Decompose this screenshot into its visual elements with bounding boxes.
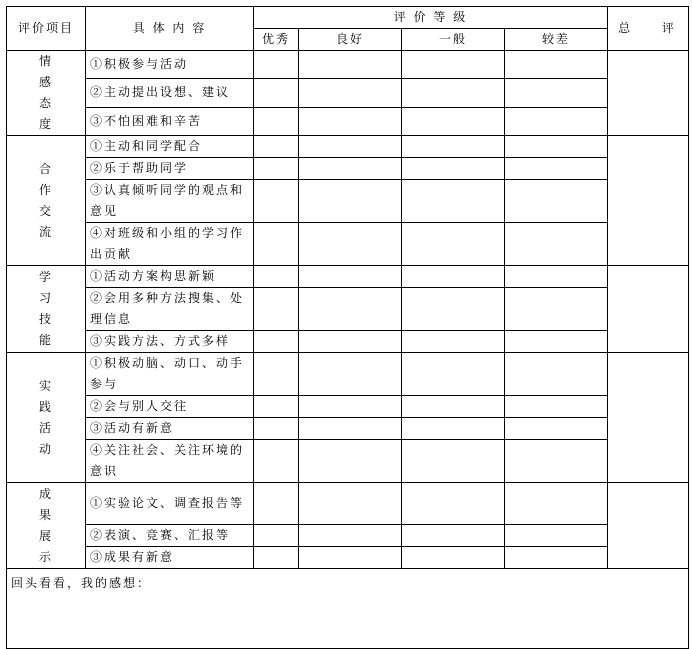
grade-good-cell[interactable] (299, 525, 402, 547)
grade-poor-cell[interactable] (505, 396, 608, 418)
grade-poor-cell[interactable] (505, 547, 608, 569)
grade-good-cell[interactable] (299, 483, 402, 525)
category-char: 作 (38, 182, 53, 197)
grade-good-cell[interactable] (299, 136, 402, 158)
grade-good-cell[interactable] (299, 331, 402, 353)
reflection-row (7, 569, 689, 649)
table-row (7, 288, 689, 331)
criterion-item: ②主动提出设想、建议 (86, 79, 254, 107)
category-char: 践 (38, 399, 53, 414)
grade-excellent-cell[interactable] (254, 331, 299, 353)
category-practice-cell (7, 353, 86, 483)
grade-excellent-cell[interactable] (254, 525, 299, 547)
grade-poor-cell[interactable] (505, 136, 608, 158)
grade-good-cell[interactable] (299, 223, 402, 266)
header-grade-good: 良好 (299, 29, 402, 51)
category-char: 流 (38, 224, 53, 239)
grade-good-cell[interactable] (299, 107, 402, 135)
criterion-item: ②乐于帮助同学 (86, 158, 254, 180)
category-char: 度 (38, 117, 53, 131)
grade-average-cell[interactable] (402, 266, 505, 288)
table-row (7, 525, 689, 547)
category-char: 习 (38, 291, 53, 305)
grade-good-cell[interactable] (299, 440, 402, 483)
category-skills-cell (7, 266, 86, 353)
criterion-item: ②会用多种方法搜集、处理信息 (86, 288, 254, 331)
total-score-cell[interactable] (608, 483, 689, 569)
header-content: 具 体 内 容 (86, 7, 254, 51)
grade-average-cell[interactable] (402, 158, 505, 180)
total-score-cell[interactable] (608, 266, 689, 353)
category-char: 能 (38, 333, 53, 347)
header-grade-poor: 较差 (505, 29, 608, 51)
category-char: 动 (38, 441, 53, 456)
header-rating-levels: 评 价 等 级 (254, 7, 608, 29)
table-row (7, 440, 689, 483)
criterion-item: ②会与别人交往 (86, 396, 254, 418)
grade-poor-cell[interactable] (505, 107, 608, 135)
grade-poor-cell[interactable] (505, 223, 608, 266)
grade-excellent-cell[interactable] (254, 547, 299, 569)
category-char: 成 (38, 486, 53, 501)
criterion-item: ④关注社会、关注环境的意识 (86, 440, 254, 483)
grade-average-cell[interactable] (402, 547, 505, 569)
grade-average-cell[interactable] (402, 107, 505, 135)
grade-excellent-cell[interactable] (254, 180, 299, 223)
category-char: 活 (38, 420, 53, 435)
criterion-item: ④对班级和小组的学习作出贡献 (86, 223, 254, 266)
grade-good-cell[interactable] (299, 51, 402, 79)
table-row (7, 418, 689, 440)
grade-average-cell[interactable] (402, 180, 505, 223)
table-row (7, 547, 689, 569)
grade-excellent-cell[interactable] (254, 440, 299, 483)
grade-poor-cell[interactable] (505, 288, 608, 331)
grade-excellent-cell[interactable] (254, 396, 299, 418)
category-char: 态 (38, 96, 53, 110)
table-row (7, 79, 689, 107)
grade-average-cell[interactable] (402, 440, 505, 483)
grade-excellent-cell[interactable] (254, 483, 299, 525)
grade-average-cell[interactable] (402, 288, 505, 331)
table-row (7, 266, 689, 288)
table-row (7, 353, 689, 396)
grade-average-cell[interactable] (402, 51, 505, 79)
grade-excellent-cell[interactable] (254, 266, 299, 288)
grade-poor-cell[interactable] (505, 158, 608, 180)
category-char: 技 (38, 312, 53, 326)
category-results-cell (7, 483, 86, 569)
evaluation-table (6, 6, 689, 649)
category-char: 实 (38, 378, 53, 393)
grade-excellent-cell[interactable] (254, 51, 299, 79)
grade-average-cell[interactable] (402, 525, 505, 547)
grade-average-cell[interactable] (402, 223, 505, 266)
table-row (7, 51, 689, 79)
table-row (7, 158, 689, 180)
grade-good-cell[interactable] (299, 288, 402, 331)
grade-good-cell[interactable] (299, 353, 402, 396)
category-char: 学 (38, 270, 53, 284)
criterion-item: ③实践方法、方式多样 (86, 331, 254, 353)
criterion-item: ①活动方案构思新颖 (86, 266, 254, 288)
grade-good-cell[interactable] (299, 396, 402, 418)
grade-good-cell[interactable] (299, 547, 402, 569)
grade-average-cell[interactable] (402, 483, 505, 525)
header-grade-average: 一般 (402, 29, 505, 51)
criterion-item: ②表演、竞赛、汇报等 (86, 525, 254, 547)
header-total: 总 评 (608, 7, 689, 51)
total-score-cell[interactable] (608, 353, 689, 483)
grade-excellent-cell[interactable] (254, 223, 299, 266)
grade-poor-cell[interactable] (505, 79, 608, 107)
category-char: 感 (38, 75, 53, 89)
criterion-item: ③认真倾听同学的观点和意见 (86, 180, 254, 223)
grade-good-cell[interactable] (299, 79, 402, 107)
table-row (7, 107, 689, 135)
category-char: 情 (38, 54, 53, 68)
grade-poor-cell[interactable] (505, 418, 608, 440)
grade-average-cell[interactable] (402, 136, 505, 158)
criterion-item: ①积极动脑、动口、动手参与 (86, 353, 254, 396)
grade-poor-cell[interactable] (505, 51, 608, 79)
category-cooperation-cell (7, 136, 86, 266)
grade-excellent-cell[interactable] (254, 418, 299, 440)
grade-average-cell[interactable] (402, 79, 505, 107)
grade-average-cell[interactable] (402, 353, 505, 396)
grade-poor-cell[interactable] (505, 483, 608, 525)
grade-average-cell[interactable] (402, 331, 505, 353)
grade-good-cell[interactable] (299, 266, 402, 288)
grade-poor-cell[interactable] (505, 440, 608, 483)
category-char: 示 (38, 549, 53, 564)
criterion-item: ③成果有新意 (86, 547, 254, 569)
table-row (7, 180, 689, 223)
category-emotion-cell (7, 51, 86, 136)
criterion-item: ③不怕困难和辛苦 (86, 107, 254, 135)
grade-poor-cell[interactable] (505, 525, 608, 547)
criterion-item: ①主动和同学配合 (86, 136, 254, 158)
grade-good-cell[interactable] (299, 158, 402, 180)
grade-excellent-cell[interactable] (254, 288, 299, 331)
grade-excellent-cell[interactable] (254, 136, 299, 158)
criterion-item: ①实验论文、调查报告等 (86, 483, 254, 525)
table-row (7, 223, 689, 266)
grade-good-cell[interactable] (299, 418, 402, 440)
reflection-label: 回头看看，我的感想： (11, 576, 152, 590)
grade-excellent-cell[interactable] (254, 107, 299, 135)
header-grade-excellent: 优秀 (254, 29, 299, 51)
table-row (7, 331, 689, 353)
category-char: 合 (38, 161, 53, 176)
criterion-item: ③活动有新意 (86, 418, 254, 440)
criterion-item: ①积极参与活动 (86, 51, 254, 79)
table-row (7, 483, 689, 525)
grade-average-cell[interactable] (402, 418, 505, 440)
table-row (7, 396, 689, 418)
grade-excellent-cell[interactable] (254, 79, 299, 107)
reflection-area[interactable] (7, 569, 689, 649)
grade-poor-cell[interactable] (505, 353, 608, 396)
table-row (7, 136, 689, 158)
grade-poor-cell[interactable] (505, 266, 608, 288)
grade-average-cell[interactable] (402, 396, 505, 418)
category-char: 交 (38, 203, 53, 218)
grade-good-cell[interactable] (299, 180, 402, 223)
grade-excellent-cell[interactable] (254, 158, 299, 180)
header-category: 评价项目 (7, 7, 86, 51)
total-score-cell[interactable] (608, 51, 689, 136)
category-char: 展 (38, 528, 53, 543)
grade-poor-cell[interactable] (505, 331, 608, 353)
grade-poor-cell[interactable] (505, 180, 608, 223)
total-score-cell[interactable] (608, 136, 689, 266)
grade-excellent-cell[interactable] (254, 353, 299, 396)
category-char: 果 (38, 507, 53, 522)
